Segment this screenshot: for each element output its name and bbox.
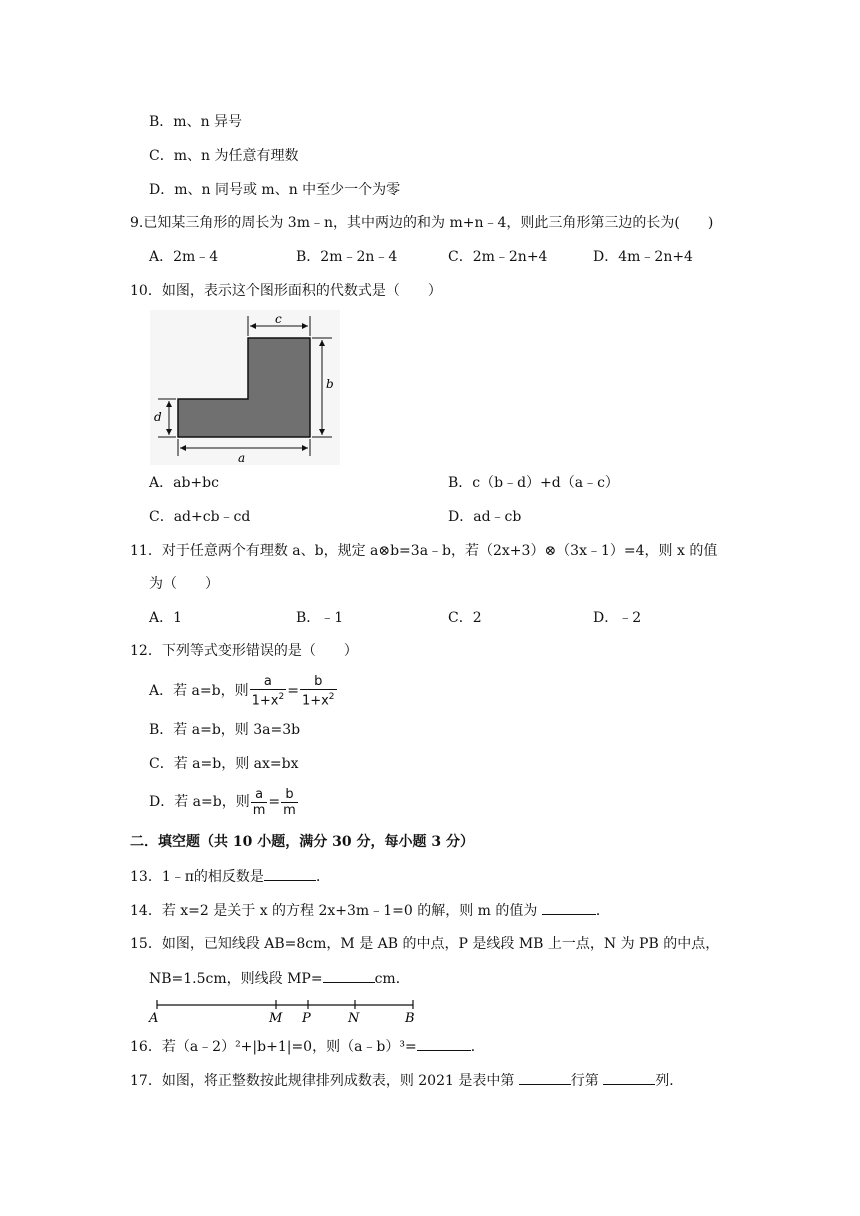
- q15-line2-prefix: NB=1.5cm，则线段 MP=: [149, 971, 323, 987]
- q9-option-c: C．2m﹣2n+4: [448, 249, 548, 265]
- q15-answer-blank[interactable]: [323, 968, 375, 983]
- q14: [130, 900, 610, 921]
- q11-stem-line1: 11．对于任意两个有理数 a、b，规定 a⊗b=3a﹣b，若（2x+3）⊗（3x﹣1）=4，则 x 的值: [130, 543, 718, 559]
- q12-option-b: B．若 a=b，则 3a=3b: [149, 722, 301, 738]
- q15-line2: [149, 968, 410, 989]
- q8-option-b: B．m、n 异号: [149, 114, 243, 130]
- point-a-label: A: [149, 1011, 159, 1025]
- q13-answer-blank[interactable]: [264, 866, 316, 881]
- q10-figure: [150, 310, 340, 465]
- q17-row-blank[interactable]: [519, 1070, 571, 1085]
- q17-mid: 行第: [570, 1073, 604, 1089]
- q17: [130, 1070, 683, 1091]
- point-n-label: N: [348, 1011, 360, 1025]
- q17-prefix: 17．如图，将正整数按此规律排列成数表，则 2021 是表中第: [130, 1073, 519, 1089]
- q10-option-d: D．ad﹣cb: [448, 509, 522, 525]
- q14-answer-blank[interactable]: [542, 900, 596, 915]
- q12-d-fraction-right: $\frac{b}{m}$: [283, 786, 296, 818]
- q12-d-equals: =: [268, 794, 281, 810]
- q11-option-b: B．﹣1: [296, 610, 344, 626]
- q16-answer-blank[interactable]: [417, 1036, 471, 1051]
- q8-option-d: D．m、n 同号或 m、n 中至少一个为零: [149, 182, 401, 198]
- point-b-label: B: [405, 1011, 415, 1025]
- q12-d-prefix: D．若 a=b，则: [149, 794, 250, 810]
- point-p-label: P: [302, 1011, 311, 1025]
- q12-option-c: C．若 a=b，则 ax=bx: [149, 756, 299, 772]
- q12-d-fraction-left: $\frac{a}{m}$: [252, 786, 266, 818]
- q12-a-prefix: A．若 a=b，则: [149, 683, 249, 699]
- q13-stem: 13．1﹣π的相反数是: [130, 869, 264, 885]
- q11-option-c: C．2: [448, 610, 482, 626]
- section2-title: 二．填空题（共 10 小题，满分 30 分，每小题 3 分）: [130, 834, 474, 850]
- q10-option-c: C．ad+cb﹣cd: [149, 509, 251, 525]
- q14-stem: 14．若 x=2 是关于 x 的方程 2x+3m﹣1=0 的解，则 m 的值为: [130, 903, 542, 919]
- q16-tail: ．: [470, 1039, 485, 1055]
- label-d: d: [154, 410, 162, 424]
- q8-option-c: C．m、n 为任意有理数: [149, 148, 299, 164]
- q9-option-b: B．2m﹣2n﹣4: [296, 249, 398, 265]
- q10-stem: 10．如图，表示这个图形面积的代数式是（ ）: [130, 283, 442, 299]
- q16: [130, 1036, 485, 1057]
- q11-option-a: A．1: [149, 610, 183, 626]
- q15-line2-tail: cm．: [374, 971, 410, 987]
- q9-option-d: D．4m﹣2n+4: [593, 249, 693, 265]
- q14-tail: ．: [595, 903, 610, 919]
- q12-stem: 12．下列等式变形错误的是（ ）: [130, 643, 358, 659]
- label-c: c: [275, 312, 282, 326]
- q10-option-a: A．ab+bc: [149, 475, 219, 491]
- q9-option-a: A．2m﹣4: [149, 249, 219, 265]
- q11-option-d: D．﹣2: [593, 610, 642, 626]
- q15-segment-figure: [145, 997, 425, 1025]
- label-a: a: [238, 451, 246, 465]
- q9-stem: 9.已知某三角形的周长为 3m﹣n，其中两边的和为 m+n﹣4，则此三角形第三边的长为( ): [130, 215, 714, 231]
- q16-stem: 16．若（a﹣2）²+|b+1|=0，则（a﹣b）³=: [130, 1039, 417, 1055]
- q17-column-blank[interactable]: [603, 1070, 655, 1085]
- q17-tail: 列．: [655, 1073, 684, 1089]
- q12-option-a: [149, 673, 338, 709]
- q13-tail: ．: [315, 869, 330, 885]
- q12-a-fraction-right: $\frac{b}{1+x^2}$: [301, 673, 335, 709]
- label-b: b: [326, 377, 334, 391]
- point-m-label: M: [269, 1011, 283, 1025]
- q13: [130, 866, 330, 887]
- q11-stem-line2: 为（ ）: [149, 576, 219, 592]
- q15-line1: 15．如图，已知线段 AB=8cm，M 是 AB 的中点，P 是线段 MB 上一点，N 为 PB 的中点，: [130, 936, 720, 952]
- q12-option-d: [149, 784, 299, 820]
- q12-a-fraction-left: $\frac{a}{1+x^2}$: [251, 673, 285, 709]
- q12-a-equals: =: [287, 683, 299, 699]
- q10-option-b: B．c（b﹣d）+d（a﹣c）: [448, 475, 619, 491]
